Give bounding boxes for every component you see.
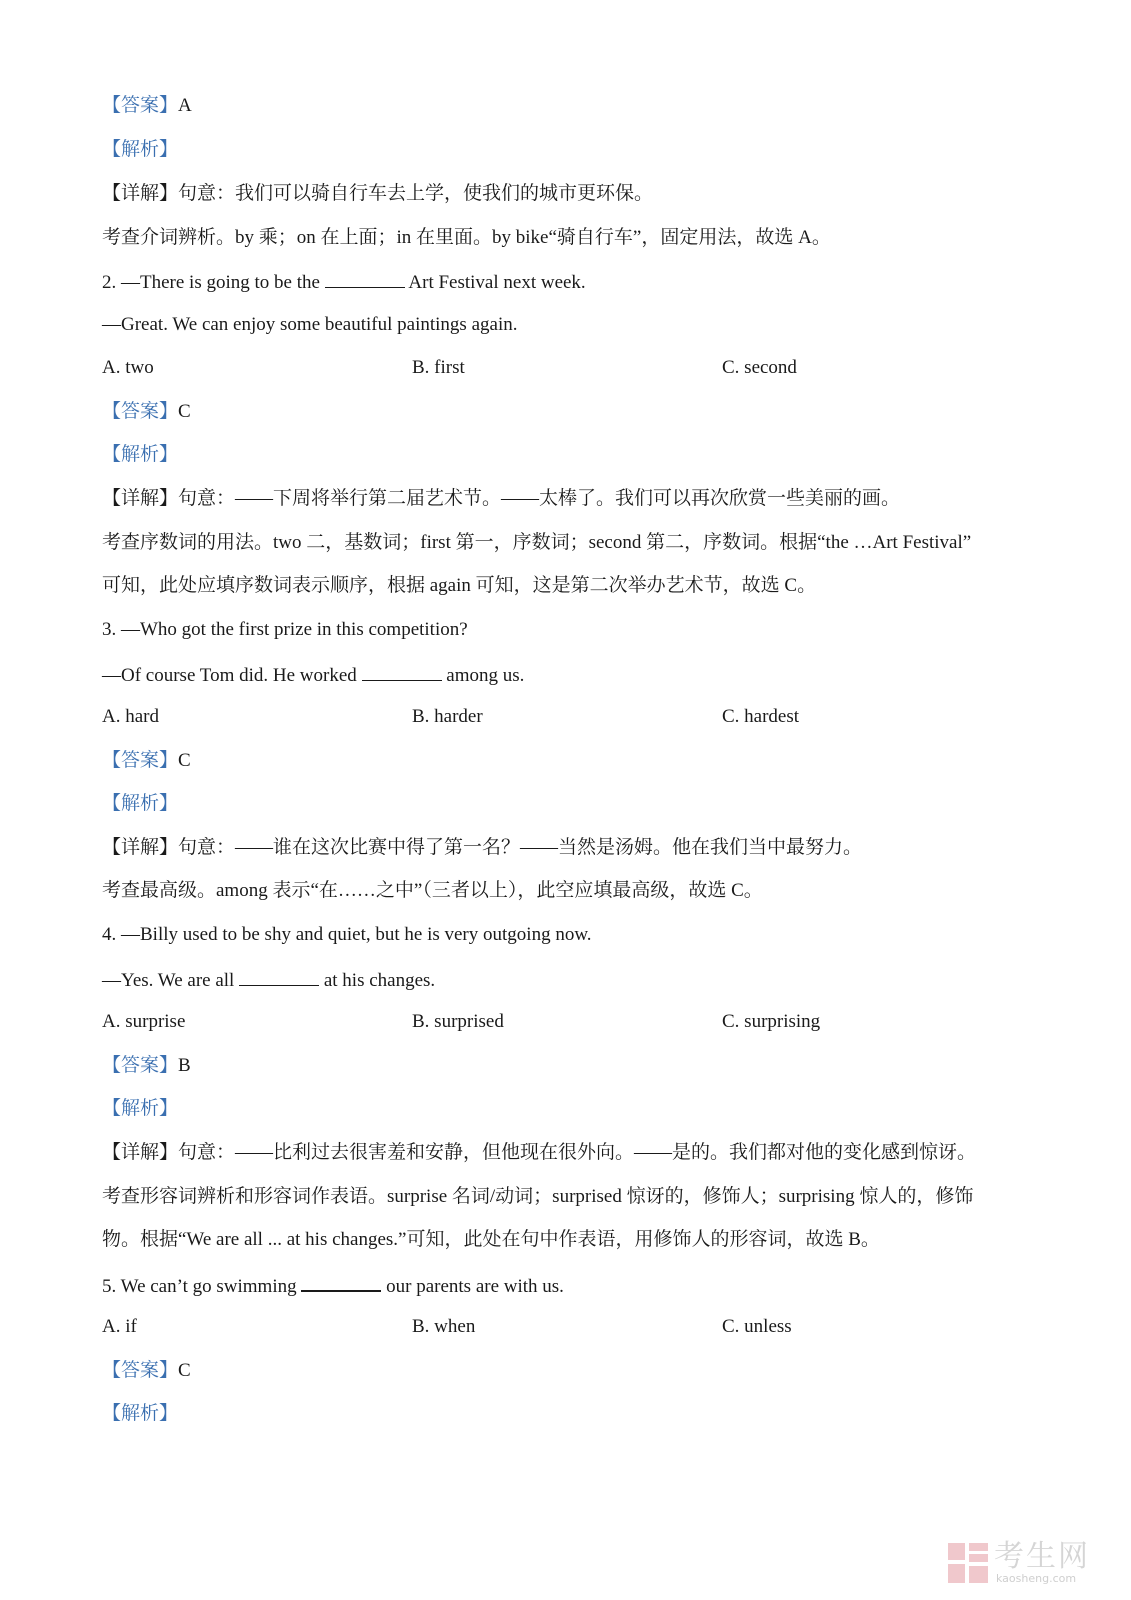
q5-blank: [301, 1272, 381, 1292]
q1-analysis-label: 【解析】: [102, 139, 179, 160]
q3-blank: [362, 662, 442, 681]
q4-blank: [239, 967, 319, 986]
q4-analysis-label: 【解析】: [102, 1098, 179, 1119]
q2-detail: 【详解】句意：——下周将举行第二届艺术节。——太棒了。我们可以再次欣赏一些美丽的画。: [102, 488, 901, 509]
q2-explanation-1: 考查序数词的用法。two 二，基数词；first 第一，序数词；second 第二，序数词。根据“the …Art Festival”: [102, 532, 972, 553]
logo-url: kaosheng.com: [996, 1572, 1077, 1585]
q5-answer: 【答案】C: [102, 1360, 191, 1381]
q4-option-c: C. surprising: [722, 1011, 821, 1032]
q4-answer: 【答案】B: [102, 1055, 191, 1076]
q3-option-c: C. hardest: [722, 706, 800, 727]
q3-analysis-label: 【解析】: [102, 793, 179, 814]
q5-stem: 5. We can’t go swimming our parents are with us.: [102, 1272, 564, 1299]
q4-detail: 【详解】句意：——比利过去很害羞和安静，但他现在很外向。——是的。我们都对他的变化感到惊讶。: [102, 1142, 977, 1163]
watermark-logo: [948, 1541, 1113, 1586]
q4-explanation-1: 考查形容词辨析和形容词作表语。surprise 名词/动词；surprised 惊讶的，修饰人；surprising 惊人的，修饰: [102, 1186, 974, 1207]
q2-answer: 【答案】C: [102, 401, 191, 422]
q5-option-a: A. if: [102, 1316, 137, 1337]
q5-option-b: B. when: [412, 1316, 476, 1337]
q3-answer: 【答案】C: [102, 750, 191, 771]
q2-blank: [325, 269, 405, 288]
q2-analysis-label: 【解析】: [102, 444, 179, 465]
q2-option-a: A. two: [102, 357, 154, 378]
q2-option-c: C. second: [722, 357, 797, 378]
q5-option-c: C. unless: [722, 1316, 792, 1337]
q3-stem: 3. —Who got the first prize in this competition?: [102, 619, 468, 640]
q3-option-b: B. harder: [412, 706, 483, 727]
q2-stem: 2. —There is going to be the Art Festival next week.: [102, 269, 586, 295]
q3-detail: 【详解】句意：——谁在这次比赛中得了第一名？——当然是汤姆。他在我们当中最努力。: [102, 837, 863, 858]
q2-option-b: B. first: [412, 357, 465, 378]
q5-analysis-label: 【解析】: [102, 1403, 179, 1424]
q4-reply: —Yes. We are all at his changes.: [102, 967, 435, 993]
q3-reply: —Of course Tom did. He worked among us.: [102, 662, 524, 688]
logo-icon: [948, 1543, 988, 1583]
q4-option-b: B. surprised: [412, 1011, 504, 1032]
q3-explanation: 考查最高级。among 表示“在……之中”（三者以上），此空应填最高级，故选 C。: [102, 880, 763, 901]
q1-answer: 【答案】A: [102, 95, 192, 116]
q4-explanation-2: 物。根据“We are all ... at his changes.”可知，此处在句中作表语，用修饰人的形容词，故选 B。: [102, 1229, 880, 1250]
q1-explanation: 考查介词辨析。by 乘；on 在上面；in 在里面。by bike“骑自行车”，固定用法，故选 A。: [102, 227, 831, 248]
q3-option-a: A. hard: [102, 706, 159, 727]
q2-explanation-2: 可知，此处应填序数词表示顺序，根据 again 可知，这是第二次举办艺术节，故选 C。: [102, 575, 817, 596]
q2-reply: —Great. We can enjoy some beautiful paintings again.: [102, 314, 518, 335]
q1-detail: 【详解】句意：我们可以骑自行车去上学，使我们的城市更环保。: [102, 183, 654, 204]
q4-option-a: A. surprise: [102, 1011, 186, 1032]
logo-text: 考生网: [994, 1539, 1090, 1574]
q4-stem: 4. —Billy used to be shy and quiet, but he is very outgoing now.: [102, 924, 592, 945]
